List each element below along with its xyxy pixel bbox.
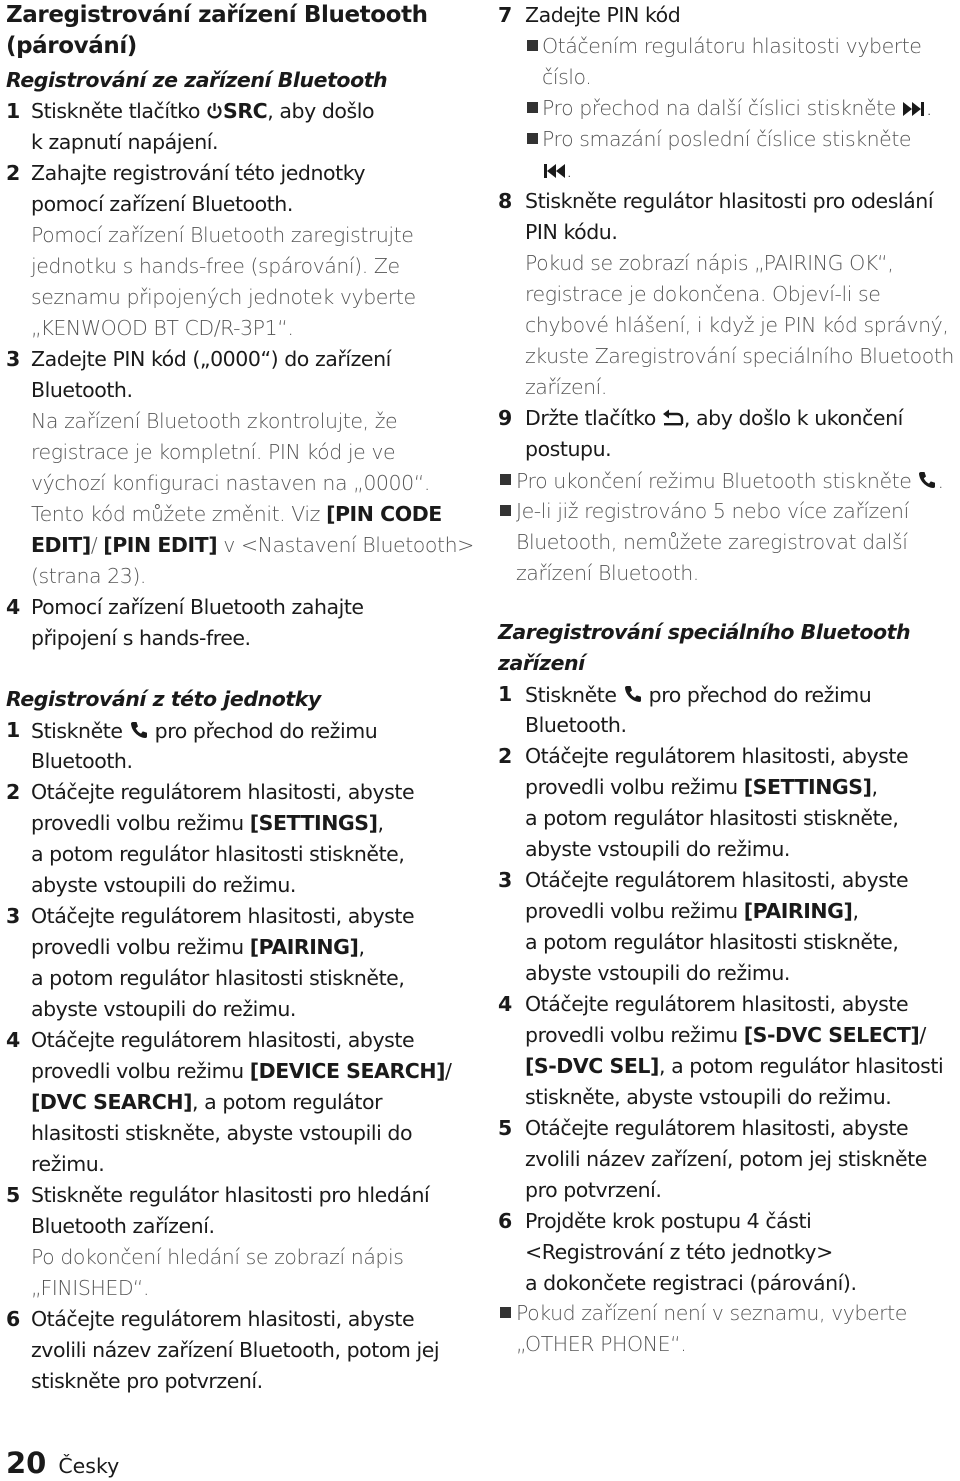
step-text: Zadejte PIN kód xyxy=(525,3,681,27)
bullet-square xyxy=(527,133,538,144)
bullet-square xyxy=(500,505,511,516)
bullet-square xyxy=(527,40,538,51)
step-number: 6 xyxy=(6,1307,20,1331)
step-text: Otáčejte regulátorem hlasitosti, abyste xyxy=(31,1028,415,1052)
bullet-square xyxy=(527,102,538,113)
bullet-square xyxy=(500,1307,511,1318)
step-number: 2 xyxy=(498,744,512,768)
step-number: 1 xyxy=(498,682,512,706)
step-number: 4 xyxy=(6,1028,20,1052)
step-number: 2 xyxy=(6,780,20,804)
main-title-line-2: (párování) xyxy=(6,33,137,59)
step-text: Stiskněte pro přechod do režimu xyxy=(31,719,378,743)
step-number: 3 xyxy=(6,347,20,371)
step-number: 3 xyxy=(498,868,512,892)
step-number: 1 xyxy=(6,718,20,742)
step-text: Otáčejte regulátorem hlasitosti, abyste xyxy=(525,868,909,892)
step-text: Otáčejte regulátorem hlasitosti, abyste xyxy=(525,744,909,768)
step-text: Držte tlačítko , aby došlo k ukončení xyxy=(525,406,903,430)
step-text: Otáčejte regulátorem hlasitosti, abyste xyxy=(525,1116,909,1140)
step-number: 2 xyxy=(6,161,20,185)
section-heading-special-device: Zaregistrování speciálního Bluetooth xyxy=(498,620,911,644)
step-text: Otáčejte regulátorem hlasitosti, abyste xyxy=(31,904,415,928)
step-number: 4 xyxy=(498,992,512,1016)
step-number: 5 xyxy=(498,1116,512,1140)
phone-icon xyxy=(623,684,643,704)
section-heading-special-device-line-2: zařízení xyxy=(498,651,585,675)
step-number: 4 xyxy=(6,595,20,619)
page-number: 20 xyxy=(6,1446,47,1480)
step-text: Zahajte registrování této jednotky xyxy=(31,161,366,185)
step-number: 6 xyxy=(498,1209,512,1233)
section-heading-from-this-unit: Registrování z této jednotky xyxy=(6,687,321,711)
step-number: 3 xyxy=(6,904,20,928)
next-track-icon xyxy=(902,101,926,117)
step-text: Zadejte PIN kód („0000“) do zařízení xyxy=(31,347,391,371)
step-number: 7 xyxy=(498,3,512,27)
step-text: Otáčejte regulátorem hlasitosti, abyste xyxy=(31,1307,415,1331)
phone-icon xyxy=(917,470,937,490)
section-heading-from-bluetooth-device: Registrování ze zařízení Bluetooth xyxy=(6,68,388,92)
main-title: Zaregistrování zařízení Bluetooth xyxy=(6,2,428,28)
bullet-square xyxy=(500,474,511,485)
phone-icon xyxy=(129,720,149,740)
page-footer xyxy=(6,1446,119,1480)
step-number: 9 xyxy=(498,406,512,430)
step-number: 5 xyxy=(6,1183,20,1207)
step-text: Stiskněte regulátor hlasitosti pro odeslání xyxy=(525,189,934,213)
step-text: Pomocí zařízení Bluetooth zahajte xyxy=(31,595,364,619)
step-text: Stiskněte regulátor hlasitosti pro hledání xyxy=(31,1183,430,1207)
step-text: Stiskněte tlačítko SRC, aby došlo xyxy=(31,99,375,123)
step-text: Otáčejte regulátorem hlasitosti, abyste xyxy=(31,780,415,804)
previous-track-icon xyxy=(542,163,566,179)
step-text: Stiskněte pro přechod do režimu xyxy=(525,683,872,707)
power-icon xyxy=(206,102,223,120)
step-number: 1 xyxy=(6,99,20,123)
step-number: 8 xyxy=(498,189,512,213)
page-language: Česky xyxy=(58,1454,120,1478)
step-text: Otáčejte regulátorem hlasitosti, abyste xyxy=(525,992,909,1016)
return-icon xyxy=(662,409,684,427)
step-text: Projděte krok postupu 4 části xyxy=(525,1209,812,1233)
